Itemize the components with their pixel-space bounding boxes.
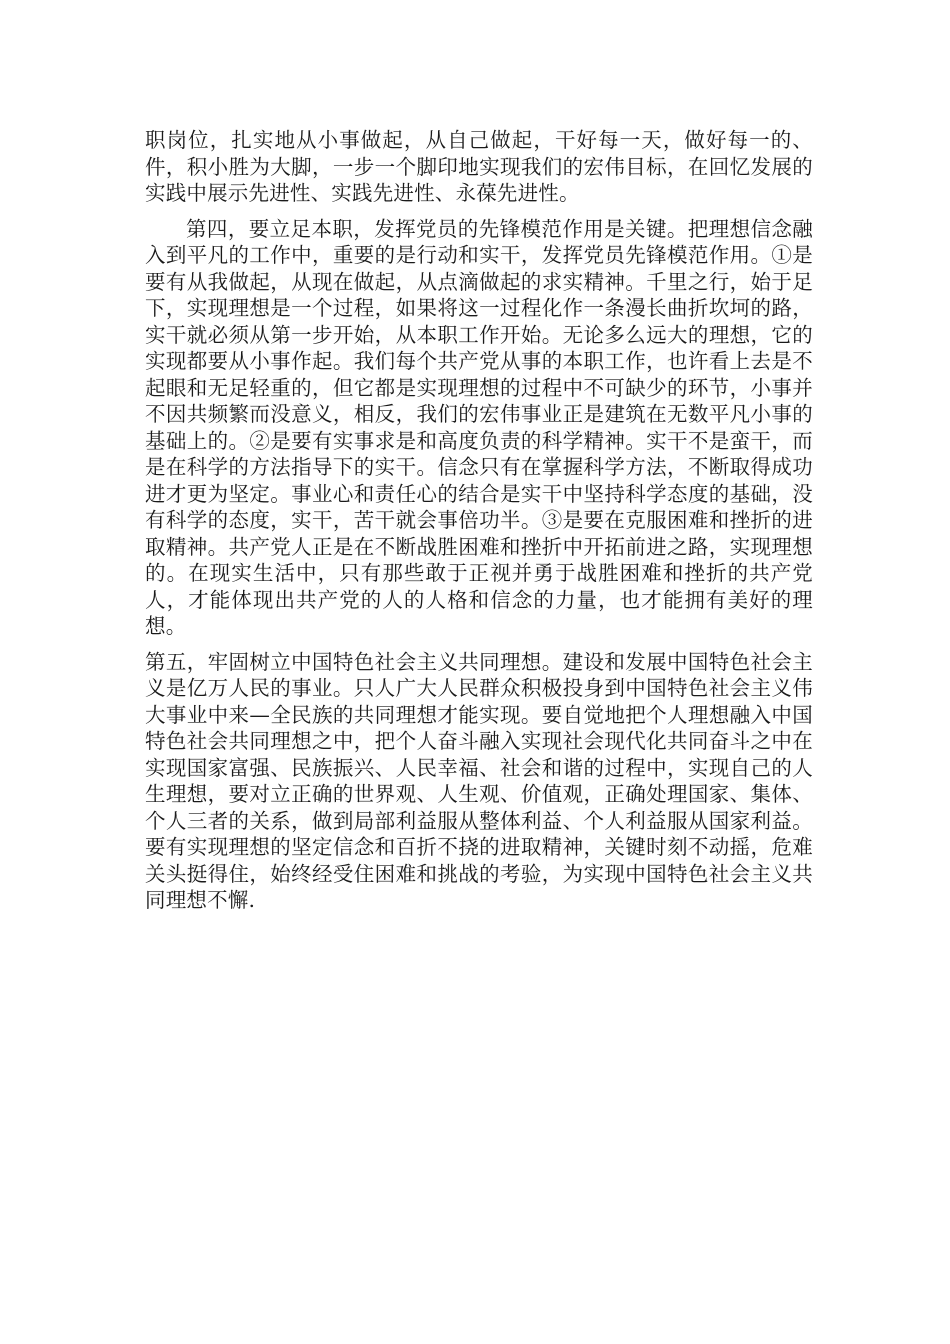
paragraph-fifth-point: 第五，牢固树立中国特色社会主义共同理想。建设和发展中国特色社会主义是亿万人民的事业。只人广大人民群众积极投身到中国特色社会主义伟大事业中来—全民族的共同理想才能实现。要自觉地把个人理想融入中国特色社会共同理想之中，把个人奋斗融入实现社会现代化共同奋斗之中在实现国家富强、民族振兴、人民幸福、社会和谐的过程中，实现自己的人生理想，要对立正确的世界观、人生观、价值观，正确处理国家、集体、个人三者的关系，做到局部利益服从整体利益、个人利益服从国家利益。要有实现理想的坚定信念和百折不挠的进取精神，关键时刻不动摇，危难关头挺得住，始终经受住困难和挑战的考验，为实现中国特色社会主义共同理想不懈. xyxy=(145,649,813,912)
paragraph-continuation: 职岗位，扎实地从小事做起，从自己做起，干好每一天，做好每一的、件，积小胜为大脚，一步一个脚印地实现我们的宏伟目标，在回忆发展的实践中展示先进性、实践先进性、永葆先进性。 xyxy=(145,128,813,205)
document-body xyxy=(145,127,813,914)
paragraph-fourth-point: 第四，要立足本职，发挥党员的先锋模范作用是关键。把理想信念融入到平凡的工作中，重要的是行动和实干，发挥党员先锋模范作用。①是要有从我做起，从现在做起，从点滴做起的求实精神。千里之行，始于足下，实现理想是一个过程，如果将这一过程化作一条漫长曲折坎坷的路，实干就必须从第一步开始，从本职工作开始。无论多么远大的理想，它的实现都要从小事作起。我们每个共产党从事的本职工作，也许看上去是不起眼和无足轻重的，但它都是实现理想的过程中不可缺少的环节，小事并不因共频繁而没意义，相反，我们的宏伟事业正是建筑在无数平凡小事的基础上的。②是要有实事求是和高度负责的科学精神。实干不是蛮干，而是在科学的方法指导下的实干。信念只有在掌握科学方法，不断取得成功进才更为坚定。事业心和责任心的结合是实干中坚持科学态度的基础，没有科学的态度，实干，苦干就会事倍功半。③是要在克服困难和挫折的进取精神。共产党人正是在不断战胜困难和挫折中开拓前进之路，实现理想的。在现实生活中，只有那些敢于正视并勇于战胜困难和挫折的共产党人，才能体现出共产党的人的人格和信念的力量，也才能拥有美好的理想。 xyxy=(145,216,813,638)
